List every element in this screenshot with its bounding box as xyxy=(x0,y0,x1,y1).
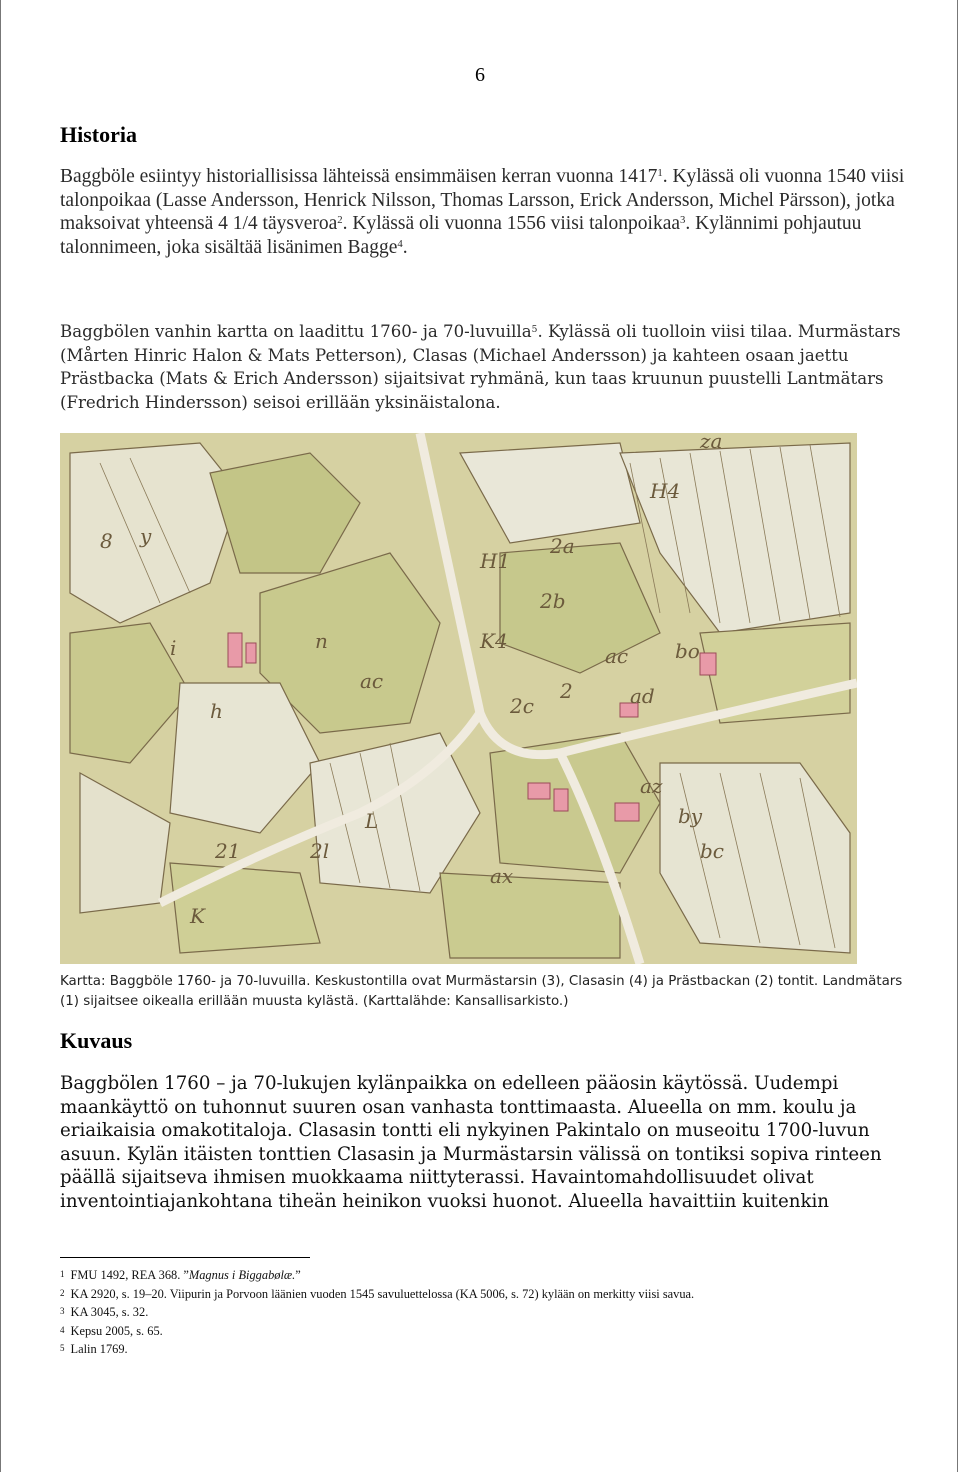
footnote-2: 2 KA 2920, s. 19–20. Viipurin ja Porvoon läänien vuoden 1545 savuluettelossa (KA 5006, s. 72) kylään on merkitty viisi savua. xyxy=(60,1286,695,1301)
svg-text:8: 8 xyxy=(100,529,113,553)
svg-text:K: K xyxy=(190,904,205,928)
paragraph-history-2: Baggbölen vanhin kartta on laadittu 1760- ja 70-luvuilla$^5$. Kylässä oli tuolloin viisi tilaa. Murmästars (Mårten Hinric Halon & Mats Petterson), Clasas (Michael Andersson) ja kahteen osaan jaettu Prästbacka (Mats & Erich Andersson) sijaitsivat ryhmänä, kun taas kruunun puustelli Lantmätars (Fredrich Hindersson) seisoi erillään yksinäistalona. xyxy=(60,322,901,412)
section-heading-kuvaus: Kuvaus xyxy=(60,1028,133,1053)
svg-text:bo: bo xyxy=(675,639,700,663)
svg-text:za: za xyxy=(700,433,723,453)
svg-text:2b: 2b xyxy=(540,589,566,613)
historical-map-image xyxy=(60,433,857,964)
map-drawing xyxy=(60,433,857,964)
map-caption: Kartta: Baggböle 1760- ja 70-luvuilla. Keskustontilla ovat Murmästarsin (3), Clasasin (4) ja Prästbackan (2) tontit. Landmätars (1) sijaitsee oikealla erillään muusta kylästä. (Karttalähde: Kansallisarkisto.) xyxy=(60,974,903,1009)
svg-text:az: az xyxy=(640,774,663,798)
footnote-separator xyxy=(60,1257,310,1258)
svg-text:H4: H4 xyxy=(650,479,681,503)
svg-text:by: by xyxy=(678,804,703,828)
svg-text:bc: bc xyxy=(700,839,725,863)
footnote-3: 3 KA 3045, s. 32. xyxy=(60,1305,149,1319)
svg-text:ax: ax xyxy=(490,864,514,888)
footnote-5: 5 Lalin 1769. xyxy=(60,1342,128,1356)
svg-text:2c: 2c xyxy=(510,694,534,718)
svg-text:h: h xyxy=(210,699,223,723)
svg-text:2a: 2a xyxy=(550,534,575,558)
paragraph-kuvaus: Baggbölen 1760 – ja 70-lukujen kylänpaikka on edelleen pääosin käytössä. Uudempi maankäyttö on tuhonnut suuren osan vanhasta tonttimaasta. Alueella on mm. koulu ja eriaikaisia omakotitaloja. Clasasin tontti eli nykyinen Pakintalo on museoitu 1700-luvun asuun. Kylän itäisten tonttien Clasasin ja Murmästarsin välissä on tontiksi sopiva rinteen päällä sijaitseva ihmisen muokkaama niittyterassi. Havaintomahdollisuudet olivat inventointiajankohtana tiheän heinikon vuoksi huonot. Alueella havaittiin kuitenkin xyxy=(60,1073,882,1212)
svg-text:L: L xyxy=(365,809,379,833)
svg-text:ac: ac xyxy=(605,644,629,668)
section-heading-historia: Historia xyxy=(60,122,137,147)
svg-text:K4: K4 xyxy=(480,629,508,653)
paragraph-history-1: Baggböle esiintyy historiallisissa lähteissä ensimmäisen kerran vuonna 1417$^1$. Kylässä oli vuonna 1540 viisi talonpoikaa (Lasse Andersson, Henrick Nilsson, Thomas Larsson, Erick Andersson, Michel Pärsson), jotka maksoivat yhteensä 4 1/4 täysveroa$^2$. Kylässä oli vuonna 1556 viisi talonpoikaa$^3$. Kylännimi pohjautuu talonnimeen, joka sisältää lisänimen Bagge$^4$. xyxy=(60,166,905,258)
svg-text:H1: H1 xyxy=(480,549,511,573)
svg-text:21: 21 xyxy=(215,839,241,863)
svg-text:y: y xyxy=(140,524,152,548)
svg-text:i: i xyxy=(170,636,177,660)
svg-text:2: 2 xyxy=(560,679,573,703)
page-number: 6 xyxy=(475,64,485,86)
svg-text:ad: ad xyxy=(630,684,655,708)
footnote-1: 1 FMU 1492, REA 368. ”Magnus i Biggabølæ.” xyxy=(60,1268,301,1282)
svg-text:ac: ac xyxy=(360,669,384,693)
svg-text:2l: 2l xyxy=(310,839,330,863)
footnotes-list xyxy=(60,1266,906,1359)
svg-text:n: n xyxy=(315,629,328,653)
footnote-4: 4 Kepsu 2005, s. 65. xyxy=(60,1323,163,1338)
